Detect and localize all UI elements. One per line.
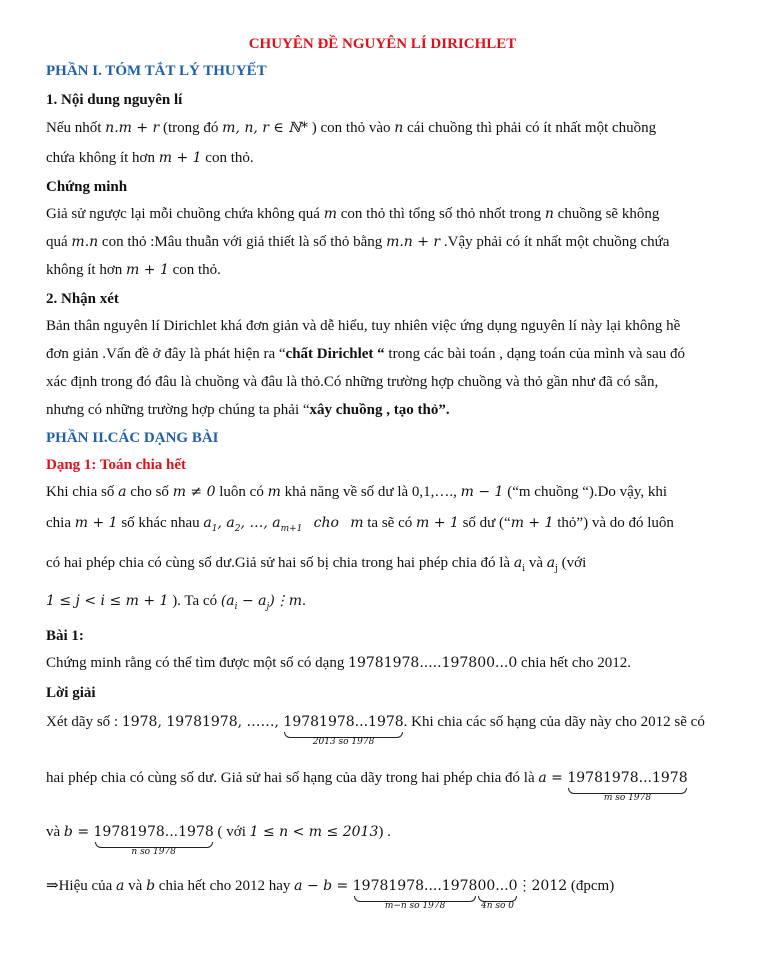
principle-line-1: Nếu nhốt n.m + r (trong đó m, n, r ∈ ℕ* ) con thỏ vào n cái chuồng thì phải có ít nhất một chuồng [46, 120, 657, 136]
proof-heading: Chứng minh [46, 179, 128, 195]
exercise-1-statement: Chứng minh rằng có thể tìm được một số có dạng 19781978.....197800...0 chia hết cho 2012. [46, 655, 632, 671]
principle-line-2: chứa không ít hơn m + 1 con thỏ. [46, 150, 254, 166]
remark-line-2: đơn giản .Vấn đề ở đây là phát hiện ra “chất Dirichlet “ trong các bài toán , dạng toán của mình và sau đó [46, 346, 685, 362]
section-1-heading: 1. Nội dung nguyên lí [46, 92, 183, 108]
part-1-heading: PHẦN I. TÓM TẮT LÝ THUYẾT [46, 63, 267, 79]
remark-line-1: Bản thân nguyên lí Dirichlet khá đơn giản và dễ hiểu, tuy nhiên việc ứng dụng nguyên lí này lại không hề [46, 318, 681, 334]
solution-line-2: hai phép chia có cùng số dư. Giả sử hai số hạng của dãy trong hai phép chia đó là a = 19781978...1978 m so 1978 [46, 770, 688, 803]
solution-line-4: ⇒Hiệu của a và b chia hết cho 2012 hay a − b = 19781978....1978 m−n so 1978 00...0 4n so 0 ⋮2012 (đpcm) [46, 878, 615, 911]
proof-line-3: không ít hơn m + 1 con thỏ. [46, 262, 221, 278]
type-1-heading: Dạng 1: Toán chia hết [46, 457, 187, 473]
solution-line-1: Xét dãy số : 1978, 19781978, ……, 19781978...1978 2013 so 1978 . Khi chia các số hạng của dãy này cho 2012 sẽ có [46, 714, 705, 747]
underbrace-n: 19781978...1978 n so 1978 [93, 824, 214, 857]
part-2-heading: PHẦN II.CÁC DẠNG BÀI [46, 430, 219, 446]
divisibility-line-4: 1 ≤ j < i ≤ m + 1 ). Ta có ($a_i$ − $a_j)⋮m$. [46, 593, 306, 612]
document-title: CHUYÊN ĐỀ NGUYÊN LÍ DIRICHLET [248, 36, 517, 52]
divisibility-line-3: có hai phép chia có cùng số dư.Giả sử hai số bị chia trong hai phép chia đó là $a_i$ và $a_j$ (với [46, 555, 587, 574]
remark-line-3: xác định trong đó đâu là chuồng và đâu là thỏ.Có những trường hợp chuồng và thỏ gần như đã có sẵn, [46, 374, 659, 390]
divisibility-line-1: Khi chia số a cho số m ≠ 0 luôn có m khả năng về số dư là 0,1,…., m − 1 (“m chuồng “).Do vậy, khi [46, 484, 668, 500]
proof-line-1: Giả sử ngược lại mỗi chuồng chứa không quá m con thỏ thì tổng số thỏ nhốt trong n chuồng sẽ không [46, 206, 660, 222]
solution-line-3: và b = 19781978...1978 n so 1978 ( với 1 ≤ n < m ≤ 2013) . [46, 824, 391, 857]
proof-line-2: quá m.n con thỏ :Mâu thuẫn với giả thiết là số thỏ bằng m.n + r .Vậy phải có ít nhất một chuồng chứa [46, 234, 670, 250]
underbrace-m: 19781978...1978 m so 1978 [567, 770, 688, 803]
underbrace-2013: 19781978...1978 2013 so 1978 [283, 714, 404, 747]
section-2-heading: 2. Nhận xét [46, 291, 119, 307]
exercise-1-heading: Bài 1: [46, 628, 84, 644]
underbrace-zeros: 00...0 4n so 0 [477, 878, 518, 911]
divisibility-line-2: chia m + 1 số khác nhau $a_1$, $a_2$, …, $a_{m+1}$ cho m ta sẽ có m + 1 số dư (“m + 1 thỏ”) và do đó luôn [46, 515, 674, 534]
solution-heading: Lời giải [46, 685, 96, 701]
underbrace-m-minus-n: 19781978....1978 m−n so 1978 [352, 878, 478, 911]
remark-line-4: nhưng có những trường hợp chúng ta phải “xây chuồng , tạo thỏ”. [46, 402, 450, 418]
